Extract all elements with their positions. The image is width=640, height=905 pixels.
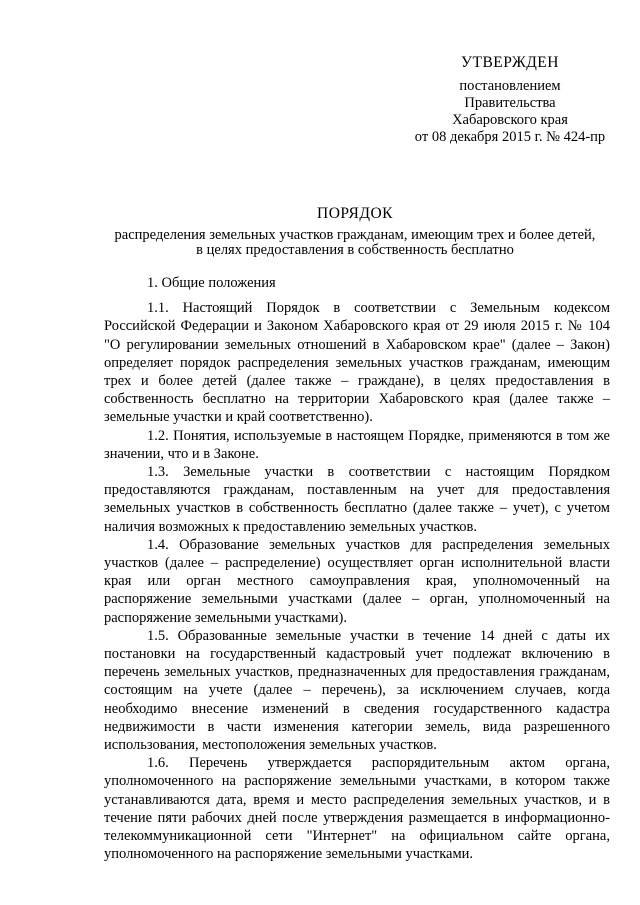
- paragraph-1-5: 1.5. Образованные земельные участки в течение 14 дней с даты их постановки на государственный кадастровый учет подлежат включению в перечень земельных участков, предназначенных для предоставления гражданам, состоящим на учете (далее – перечень), за исключением случаев, когда необходимо внесение изменений в сведения государственного кадастра недвижимости в части изменения категории земель, вида разрешенного использования, местоположения земельных участков.: [104, 627, 610, 754]
- section-title: 1. Общие положения: [147, 275, 276, 291]
- approval-line: Правительства: [464, 95, 556, 111]
- document-heading: [100, 204, 610, 258]
- paragraph-1-1: 1.1. Настоящий Порядок в соответствии с Земельным кодексом Российской Федерации и Законом Хабаровского края от 29 июля 2015 г. № 104 "О регулировании земельных отношений в Хабаровском крае" (далее – Закон) определяет порядок распределения земельных участков гражданам, имеющим трех и более детей (далее также – граждане), в целях предоставления в собственность бесплатно на территории Хабаровского края (далее также – земельные участки и край соответственно).: [104, 300, 610, 426]
- paragraph-1-2: 1.2. Понятия, используемые в настоящем Порядке, применяются в том же значении, что и в Законе.: [104, 427, 610, 462]
- approval-title: УТВЕРЖДЕН: [461, 54, 559, 71]
- approval-stamp: [395, 54, 625, 146]
- document-subtitle-line: распределения земельных участков гражданам, имеющим трех и более детей,: [114, 227, 596, 243]
- approval-line: постановлением: [459, 78, 561, 94]
- approval-line: Хабаровского края: [452, 112, 568, 128]
- document-body: [104, 274, 610, 864]
- document-subtitle-line: в целях предоставления в собственность бесплатно: [196, 242, 514, 258]
- approval-date: от 08 декабря 2015 г. № 424-пр: [414, 129, 606, 145]
- document-title: ПОРЯДОК: [317, 205, 393, 222]
- paragraph-1-6: 1.6. Перечень утверждается распорядительным актом органа, уполномоченного на распоряжение земельными участками, в котором также устанавливаются дата, время и место распределения земельных участков, и в течение пяти рабочих дней после утверждения размещается в информационно-телекоммуникационной сети "Интернет" на официальном сайте органа, уполномоченного на распоряжение земельными участками.: [104, 755, 610, 863]
- paragraph-1-3: 1.3. Земельные участки в соответствии с настоящим Порядком предоставляются гражданам, поставленным на учет для предоставления земельных участков в собственность бесплатно (далее также – учет), с учетом наличия возможных к предоставлению земельных участков.: [104, 464, 610, 535]
- paragraph-1-4: 1.4. Образование земельных участков для распределения земельных участков (далее – распределение) осуществляет орган исполнительной власти края или орган местного самоуправления края, уполномоченный на распоряжение земельными участками (далее – орган, уполномоченный на распоряжение земельными участками).: [104, 536, 610, 626]
